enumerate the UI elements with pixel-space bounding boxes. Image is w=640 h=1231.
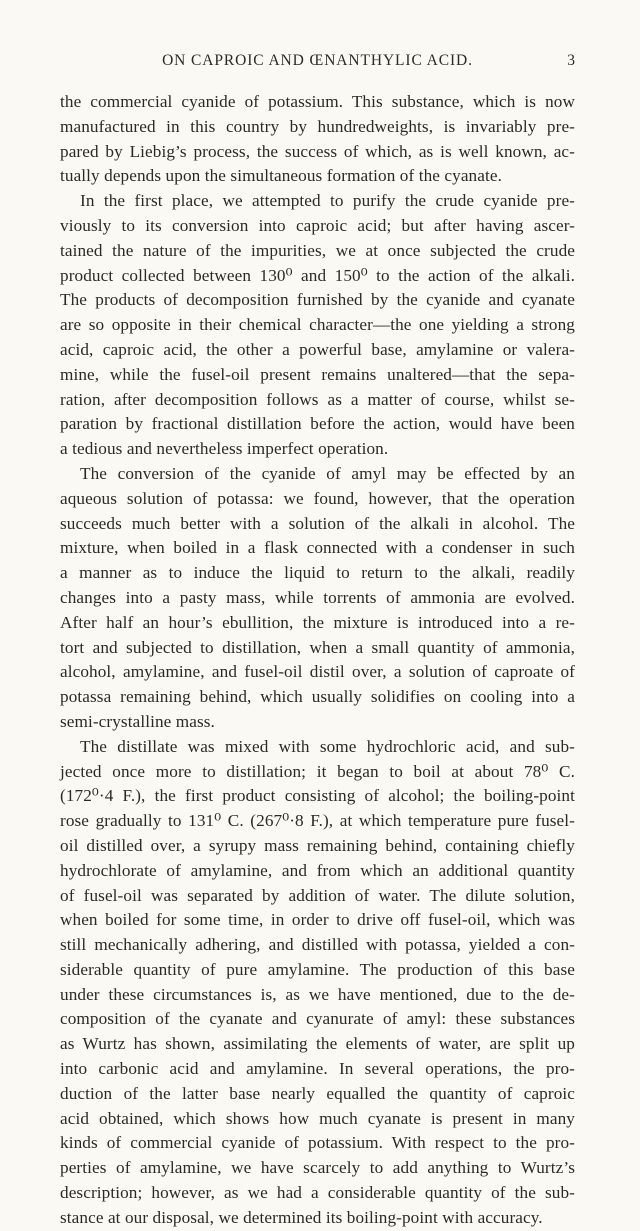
text-line: ration, after decomposition follows as a matter of course, whilst se-: [60, 389, 575, 409]
text-line: as Wurtz has shown, assimilating the elements of water, are split up: [60, 1034, 575, 1054]
text-line: the commercial cyanide of potassium. This substance, which is now: [60, 92, 575, 111]
text-line: potassa remaining behind, which usually solidifies on cooling into a: [60, 687, 575, 707]
text-line: tually depends upon the simultaneous formation of the cyanate.: [60, 166, 502, 186]
running-head: [60, 50, 575, 72]
text-line: under these circumstances is, as we have mentioned, due to the de-: [60, 984, 575, 1004]
text-line: composition of the cyanate and cyanurate of amyl: these substances: [60, 1009, 575, 1029]
text-line: oil distilled over, a syrupy mass remaining behind, containing chiefly: [60, 835, 575, 855]
text-line: changes into a pasty mass, while torrents of ammonia are evolved.: [60, 587, 575, 607]
text-line: of fusel-oil was separated by addition of water. The dilute solution,: [60, 885, 575, 905]
text-line: a tedious and nevertheless imperfect operation.: [60, 439, 389, 459]
text-line: a manner as to induce the liquid to return to the alkali, readily: [60, 563, 575, 583]
text-line: are so opposite in their chemical character—the one yielding a strong: [60, 315, 575, 335]
text-line: After half an hour’s ebullition, the mixture is introduced into a re-: [60, 612, 575, 632]
page-number: 3: [567, 52, 575, 69]
text-line: mixture, when boiled in a flask connected with a condenser in such: [60, 538, 575, 558]
text-line: The products of decomposition furnished by the cyanide and cyanate: [60, 290, 575, 310]
text-line: mine, while the fusel-oil present remains unaltered—that the sepa-: [60, 364, 575, 384]
text-line: hydrochlorate of amylamine, and from which an additional quantity: [60, 860, 575, 880]
text-line: alcohol, amylamine, and fusel-oil distil over, a solution of caproate of: [60, 662, 575, 682]
text-line: stance at our disposal, we determined its boiling-point with accuracy.: [60, 1207, 543, 1227]
text-line: manufactured in this country by hundredweights, is invariably pre-: [60, 116, 575, 136]
text-line: kinds of commercial cyanide of potassium. With respect to the pro-: [60, 1133, 575, 1153]
text-line: tained the nature of the impurities, we at once subjected the crude: [60, 240, 575, 260]
text-line: into carbonic acid and amylamine. In several operations, the pro-: [60, 1059, 575, 1079]
text-line: perties of amylamine, we have scarcely to add anything to Wurtz’s: [60, 1158, 575, 1178]
text-line: acid, caproic acid, the other a powerful base, amylamine or valera-: [60, 339, 575, 359]
text-line: jected once more to distillation; it began to boil at about 78⁰ C.: [60, 761, 575, 781]
text-line: The conversion of the cyanide of amyl may be effected by an: [80, 463, 575, 483]
text-line: description; however, as we had a considerable quantity of the sub-: [60, 1183, 575, 1203]
text-line: siderable quantity of pure amylamine. The production of this base: [60, 959, 575, 979]
text-line: viously to its conversion into caproic acid; but after having ascer-: [60, 215, 575, 235]
text-line: when boiled for some time, in order to drive off fusel-oil, which was: [60, 910, 575, 930]
text-line: rose gradually to 131⁰ C. (267⁰·8 F.), at which temperature pure fusel-: [60, 811, 575, 831]
body-text: [60, 90, 575, 1231]
text-line: semi-crystalline mass.: [60, 711, 215, 731]
text-line: In the first place, we attempted to purify the crude cyanide pre-: [80, 191, 575, 211]
text-line: succeeds much better with a solution of the alkali in alcohol. The: [60, 513, 575, 533]
text-line: pared by Liebig’s process, the success of which, as is well known, ac-: [60, 141, 575, 161]
text-line: duction of the latter base nearly equalled the quantity of caproic: [60, 1083, 575, 1103]
text-line: aqueous solution of potassa: we found, however, that the operation: [60, 488, 575, 508]
text-line: product collected between 130⁰ and 150⁰ to the action of the alkali.: [60, 265, 575, 285]
running-title: ON CAPROIC AND ŒNANTHYLIC ACID.: [162, 52, 473, 69]
text-line: still mechanically adhering, and distilled with potassa, yielded a con-: [60, 935, 575, 955]
text-line: (172⁰·4 F.), the first product consisting of alcohol; the boiling-point: [60, 786, 575, 806]
text-line: tort and subjected to distillation, when a small quantity of ammonia,: [60, 637, 575, 657]
text-line: paration by fractional distillation before the action, would have been: [60, 414, 575, 434]
text-line: acid obtained, which shows how much cyanate is present in many: [60, 1108, 575, 1128]
text-line: The distillate was mixed with some hydrochloric acid, and sub-: [80, 736, 575, 756]
